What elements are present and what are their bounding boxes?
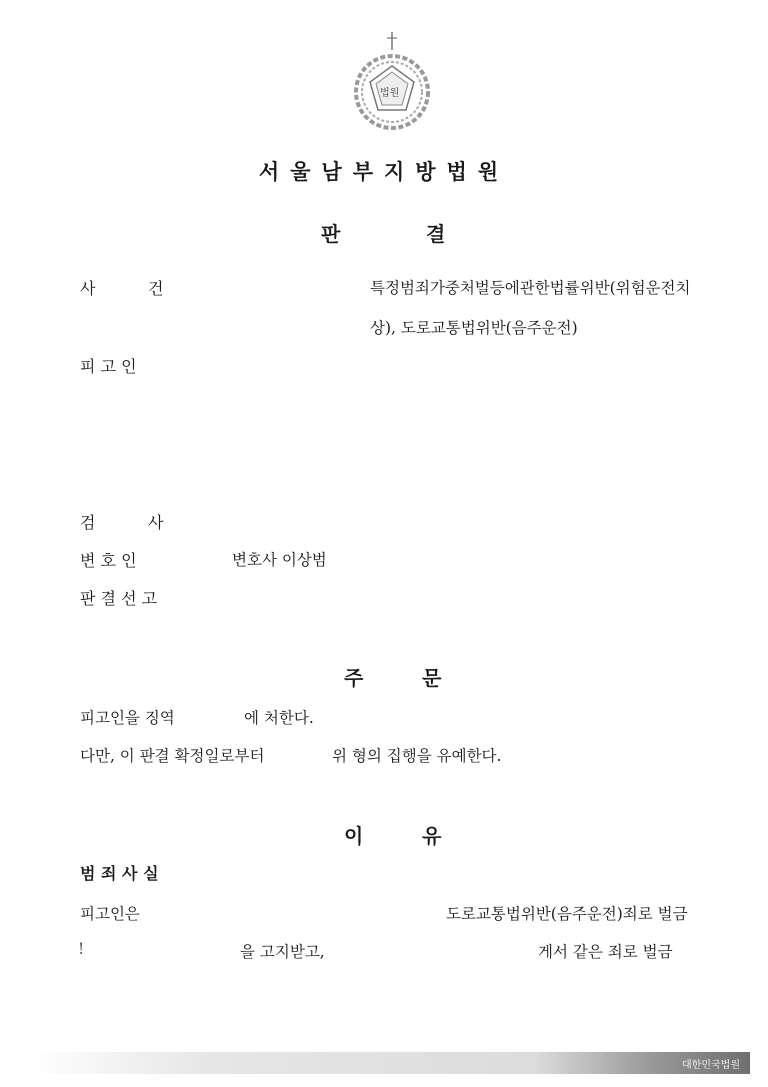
defendant-label: 피 고 인 bbox=[80, 357, 137, 376]
footer-text: 대한민국법원 bbox=[682, 1060, 740, 1071]
reasons-heading-left: 이 bbox=[344, 824, 364, 848]
court-seal bbox=[350, 30, 434, 130]
seal-text: 법원 bbox=[380, 88, 400, 99]
facts-title: 범 죄 사 실 bbox=[80, 864, 159, 883]
prosecutor-label-left: 검 bbox=[80, 513, 96, 532]
facts-line1-a: 피고인은 bbox=[80, 905, 140, 923]
order-line1-a: 피고인을 징역 bbox=[80, 709, 175, 727]
order-heading-right: 문 bbox=[422, 666, 442, 690]
facts-line2-mark: ! bbox=[78, 940, 85, 958]
case-label-left: 사 bbox=[80, 279, 96, 298]
footer-bar bbox=[30, 1052, 750, 1074]
order-line1-b: 에 처한다. bbox=[244, 709, 314, 727]
court-name: 서울남부지방법원 bbox=[258, 160, 510, 184]
order-line2-b: 위 형의 집행을 유예한다. bbox=[332, 747, 502, 765]
counsel-name: 변호사 이상범 bbox=[232, 551, 327, 569]
case-name-line2: 상), 도로교통법위반(음주운전) bbox=[370, 319, 578, 337]
facts-line2-a: 을 고지받고, bbox=[240, 943, 325, 961]
reasons-heading-right: 유 bbox=[422, 824, 442, 848]
case-label-right: 건 bbox=[148, 279, 164, 298]
case-name-line1: 특정범죄가중처벌등에관한법률위반(위험운전치 bbox=[370, 279, 691, 297]
order-heading-left: 주 bbox=[344, 666, 364, 690]
counsel-label: 변 호 인 bbox=[80, 551, 137, 570]
facts-line1-b: 도로교통법위반(음주운전)죄로 벌금 bbox=[446, 905, 688, 923]
sentencing-label: 판 결 선 고 bbox=[80, 589, 158, 608]
order-line2-a: 다만, 이 판결 확정일로부터 bbox=[80, 747, 265, 765]
facts-line2-b: 게서 같은 죄로 벌금 bbox=[538, 943, 673, 961]
document-title-right: 결 bbox=[426, 222, 446, 246]
document-title-left: 판 bbox=[321, 222, 341, 246]
prosecutor-label-right: 사 bbox=[148, 513, 164, 532]
